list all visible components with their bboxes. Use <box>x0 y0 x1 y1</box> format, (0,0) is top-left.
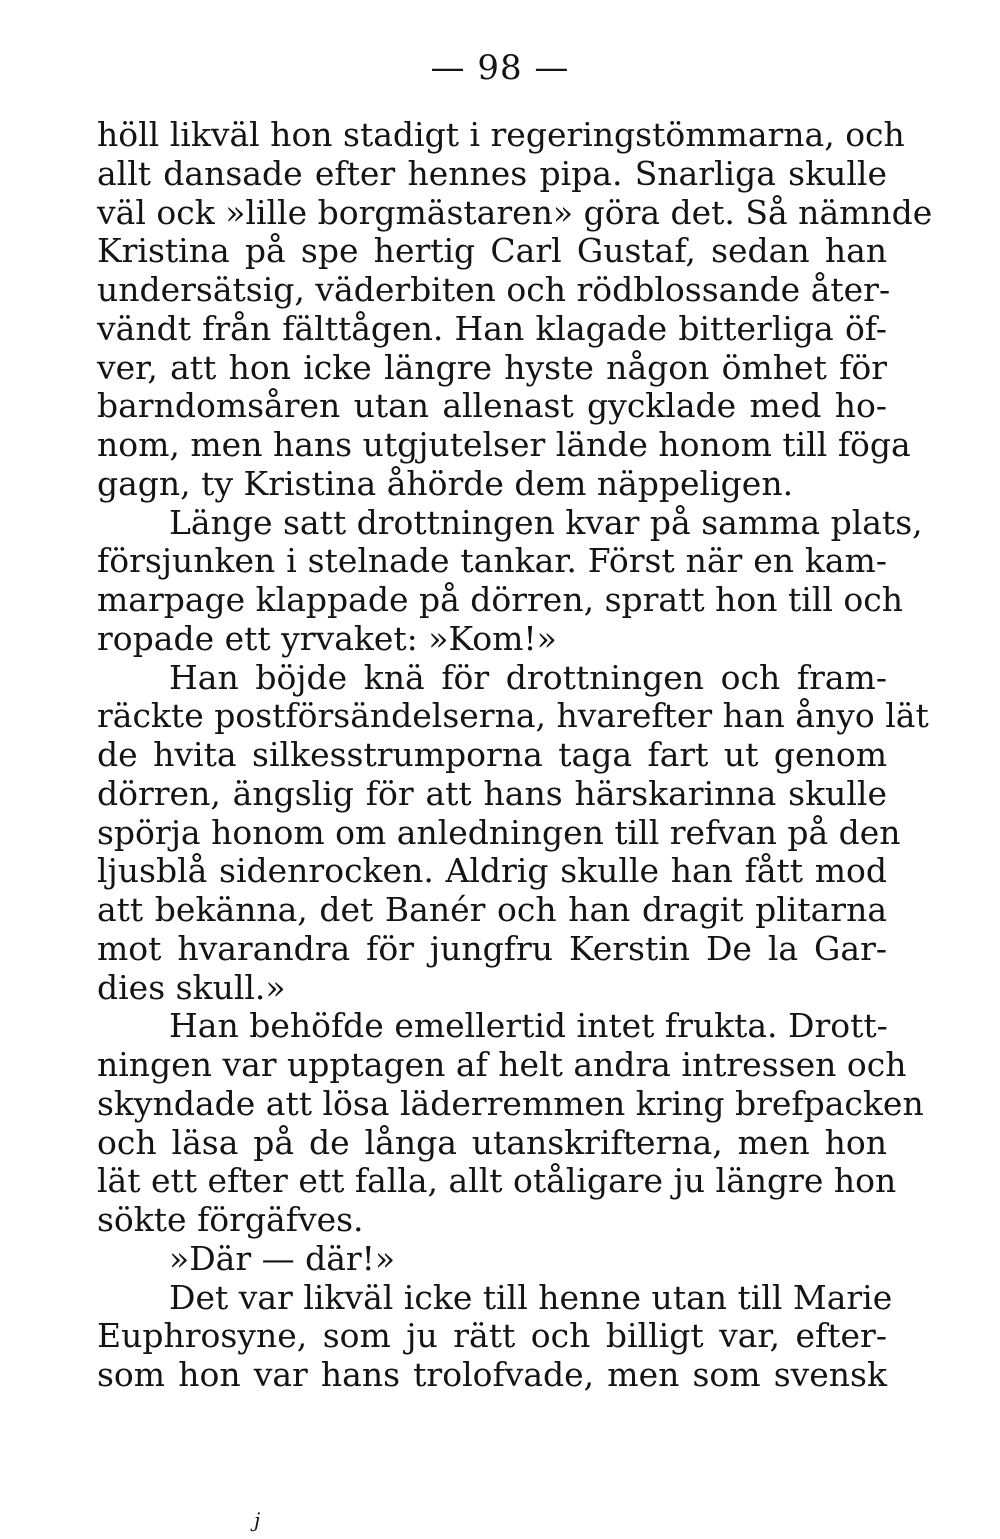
text-line: gagn, ty Kristina åhörde dem näppeligen. <box>97 463 794 503</box>
text-line: ningen var upptagen af helt andra intressen och <box>97 1045 907 1084</box>
text-line: Han behöfde emellertid intet frukta. Drott- <box>169 1006 888 1046</box>
text-line: ropade ett yrvaket: »Kom!» <box>97 618 557 658</box>
text-line: lät ett efter ett falla, allt otåligare ju längre hon <box>97 1161 897 1201</box>
text-line: att bekänna, det Banér och han dragit plitarna <box>97 890 887 929</box>
text-line: och läsa på de långa utanskrifterna, men hon <box>97 1122 887 1162</box>
text-line: Han böjde knä för drottningen och fram- <box>169 657 887 697</box>
text-line: mot hvarandra för jungfru Kerstin De la Gar- <box>97 928 887 968</box>
text-line: undersätsig, väderbiten och rödblossande åter- <box>97 270 891 309</box>
text-line: försjunken i stelnade tankar. Först när en kam- <box>97 541 887 581</box>
text-line: »Där — där!» <box>169 1238 396 1278</box>
body-text <box>97 115 933 1395</box>
text-line: väl ock »lille borgmästaren» göra det. Så nämnde <box>97 192 933 232</box>
text-line: de hvita silkesstrumporna taga fart ut genom <box>97 735 887 774</box>
text-line: Länge satt drottningen kvar på samma plats, <box>169 502 923 542</box>
text-line: skyndade att lösa läderremmen kring brefpacken <box>97 1083 924 1123</box>
text-line: nom, men hans utgjutelser lände honom till föga <box>97 425 911 464</box>
text-line: höll likväl hon stadigt i regeringstömmarna, och <box>97 115 905 154</box>
text-line: som hon var hans trolofvade, men som svensk <box>97 1355 887 1394</box>
text-line: ver, att hon icke längre hyste någon ömhet för <box>97 347 887 387</box>
text-line: spörja honom om anledningen till refvan på den <box>97 812 901 852</box>
text-line: Euphrosyne, som ju rätt och billigt var, efter- <box>97 1316 887 1356</box>
page-number: — 98 — <box>430 48 570 88</box>
text-line: allt dansade efter hennes pipa. Snarliga skulle <box>97 153 887 193</box>
text-line: dies skull.» <box>97 967 286 1007</box>
stray-ink-mark: j <box>254 1508 261 1532</box>
text-line: sökte förgäfves. <box>97 1200 364 1239</box>
text-line: vändt från fälttågen. Han klagade bitterliga öf- <box>97 308 887 348</box>
text-line: ljusblå sidenrocken. Aldrig skulle han fått mod <box>97 851 887 891</box>
text-line: Kristina på spe hertig Carl Gustaf, sedan han <box>97 231 887 271</box>
text-line: barndomsåren utan allenast gycklade med ho- <box>97 386 887 426</box>
text-line: Det var likväl icke till henne utan till Marie <box>169 1277 893 1317</box>
text-line: marpage klappade på dörren, spratt hon till och <box>97 580 903 619</box>
text-line: dörren, ängslig för att hans härskarinna skulle <box>97 773 887 813</box>
text-line: räckte postförsändelserna, hvarefter han ånyo lät <box>97 696 929 736</box>
